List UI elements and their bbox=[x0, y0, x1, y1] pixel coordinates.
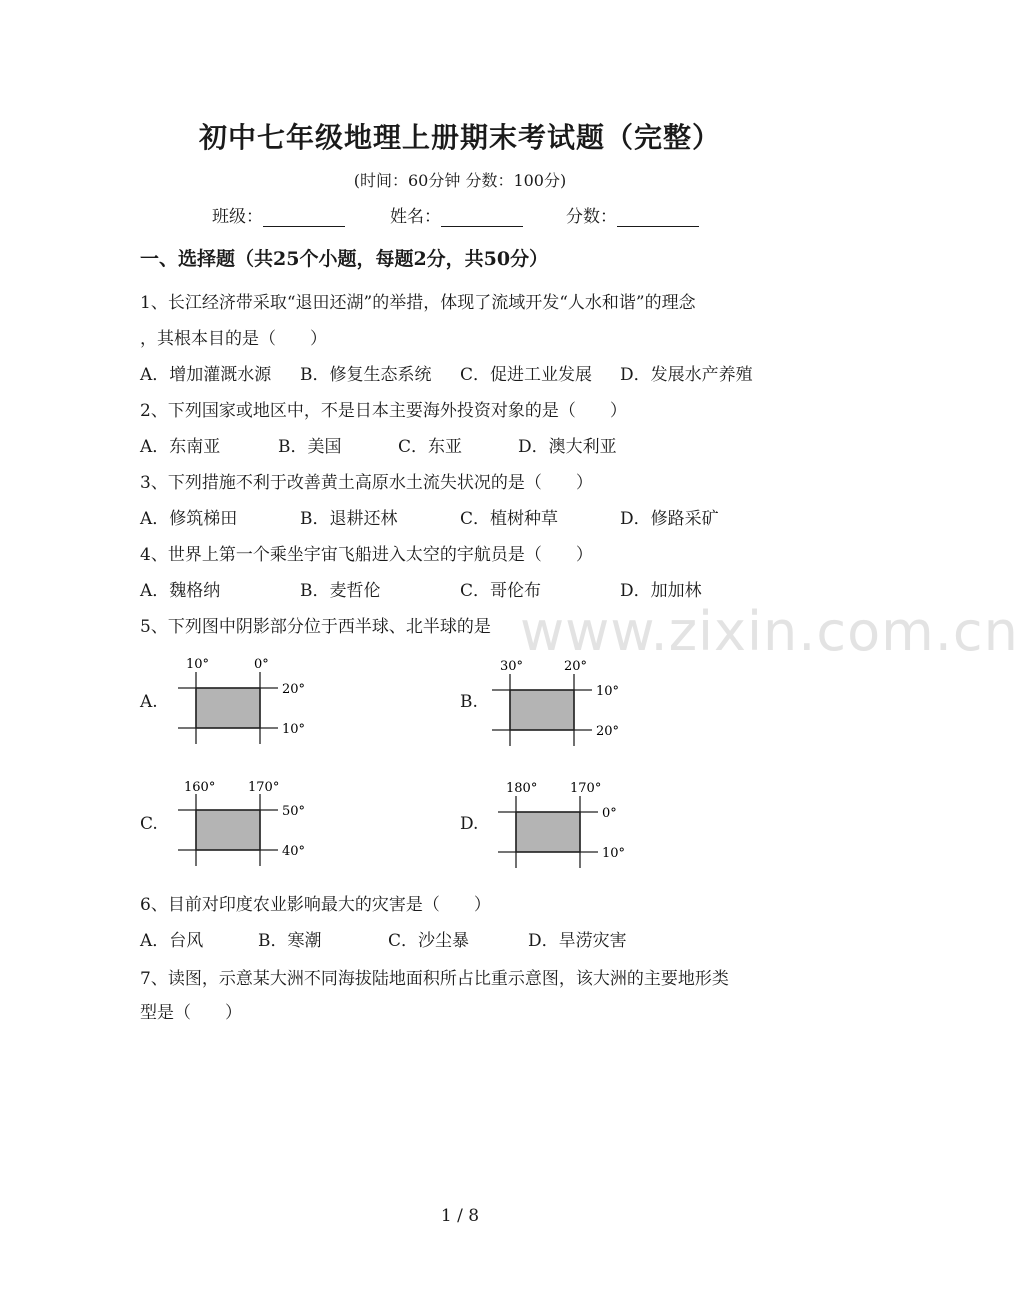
question-7-line1: 7、读图，示意某大洲不同海拔陆地面积所占比重示意图，该大洲的主要地形类 bbox=[140, 969, 729, 989]
question-4: 4、世界上第一个乘坐宇宙飞船进入太空的宇航员是（ ） bbox=[140, 545, 593, 565]
diagram-b-top-left: 30° bbox=[500, 659, 524, 674]
question-7-line2: 型是（ ） bbox=[140, 1003, 242, 1023]
option-b[interactable]: B．寒潮 bbox=[258, 931, 322, 951]
diagram-b-right-bottom: 20° bbox=[596, 724, 620, 739]
section-heading: 一、选择题（共25个小题，每题2分，共50分） bbox=[140, 248, 549, 270]
watermark: www.zixin.com.cn bbox=[520, 600, 1019, 663]
shaded-area bbox=[196, 688, 260, 728]
option-c[interactable]: C．东亚 bbox=[398, 437, 463, 457]
diagram-a-right-bottom: 10° bbox=[282, 722, 306, 737]
diagram-d-top-left: 180° bbox=[506, 781, 538, 796]
option-b[interactable]: B．修复生态系统 bbox=[300, 365, 432, 385]
diagram-c-label[interactable]: C. bbox=[140, 814, 158, 834]
option-c[interactable]: C．沙尘暴 bbox=[388, 931, 470, 951]
diagram-d-label[interactable]: D. bbox=[460, 814, 479, 834]
option-b[interactable]: B．美国 bbox=[278, 437, 342, 457]
question-1-line2: ，其根本目的是（ ） bbox=[140, 329, 327, 349]
question-2: 2、下列国家或地区中，不是日本主要海外投资对象的是（ ） bbox=[140, 401, 627, 421]
diagram-a-top-left: 10° bbox=[186, 657, 210, 672]
question-5: 5、下列图中阴影部分位于西半球、北半球的是 bbox=[140, 617, 491, 637]
option-d[interactable]: D．发展水产养殖 bbox=[620, 365, 753, 385]
diagram-a-right-top: 20° bbox=[282, 682, 306, 697]
name-label: 姓名： bbox=[390, 207, 441, 227]
question-6: 6、目前对印度农业影响最大的灾害是（ ） bbox=[140, 895, 491, 915]
diagram-c-right-top: 50° bbox=[282, 804, 306, 819]
name-blank[interactable] bbox=[441, 208, 523, 227]
option-a[interactable]: A．台风 bbox=[140, 931, 204, 951]
option-a[interactable]: A．修筑梯田 bbox=[140, 509, 238, 529]
diagram-d-right-top: 0° bbox=[602, 806, 617, 821]
exam-time-score: (时间：60分钟 分数：100分) bbox=[353, 171, 567, 190]
page-title: 初中七年级地理上册期末考试题（完整） bbox=[198, 121, 721, 154]
option-c[interactable]: C．植树种草 bbox=[460, 509, 559, 529]
option-d[interactable]: D．旱涝灾害 bbox=[528, 931, 627, 951]
option-d[interactable]: D．修路采矿 bbox=[620, 509, 719, 529]
question-1-line1: 1、长江经济带采取“退田还湖”的举措，体现了流域开发“人水和谐”的理念 bbox=[140, 293, 696, 313]
name-field bbox=[390, 202, 523, 227]
option-a[interactable]: A．魏格纳 bbox=[140, 581, 221, 601]
diagram-c-right-bottom: 40° bbox=[282, 844, 306, 859]
shaded-area bbox=[510, 690, 574, 730]
score-field bbox=[566, 202, 699, 227]
option-c[interactable]: C．促进工业发展 bbox=[460, 365, 593, 385]
diagram-b-right-top: 10° bbox=[596, 684, 620, 699]
diagram-c-top-right: 170° bbox=[248, 780, 280, 795]
class-field bbox=[212, 202, 345, 227]
option-b[interactable]: B．退耕还林 bbox=[300, 509, 398, 529]
option-c[interactable]: C．哥伦布 bbox=[460, 581, 542, 601]
diagram-d-top-right: 170° bbox=[570, 781, 602, 796]
diagram-a-top-right: 0° bbox=[254, 657, 269, 672]
option-d[interactable]: D．澳大利亚 bbox=[518, 437, 617, 457]
diagram-d-right-bottom: 10° bbox=[602, 846, 626, 861]
option-d[interactable]: D．加加林 bbox=[620, 581, 702, 601]
diagram-b-top-right: 20° bbox=[564, 659, 588, 674]
diagram-d bbox=[490, 774, 640, 874]
diagram-b bbox=[484, 652, 634, 752]
diagram-b-label[interactable]: B. bbox=[460, 692, 478, 712]
option-b[interactable]: B．麦哲伦 bbox=[300, 581, 381, 601]
page-number: 1 / 8 bbox=[440, 1206, 480, 1226]
diagram-c bbox=[170, 774, 320, 874]
diagram-a-label[interactable]: A. bbox=[140, 692, 158, 712]
shaded-area bbox=[196, 810, 260, 850]
shaded-area bbox=[516, 812, 580, 852]
score-blank[interactable] bbox=[617, 208, 699, 227]
diagram-c-top-left: 160° bbox=[184, 780, 216, 795]
score-label: 分数： bbox=[566, 207, 617, 227]
question-3: 3、下列措施不利于改善黄土高原水土流失状况的是（ ） bbox=[140, 473, 593, 493]
class-blank[interactable] bbox=[263, 208, 345, 227]
option-a[interactable]: A．东南亚 bbox=[140, 437, 221, 457]
class-label: 班级： bbox=[212, 207, 263, 227]
option-a[interactable]: A．增加灌溉水源 bbox=[140, 365, 272, 385]
diagram-a bbox=[170, 652, 320, 752]
